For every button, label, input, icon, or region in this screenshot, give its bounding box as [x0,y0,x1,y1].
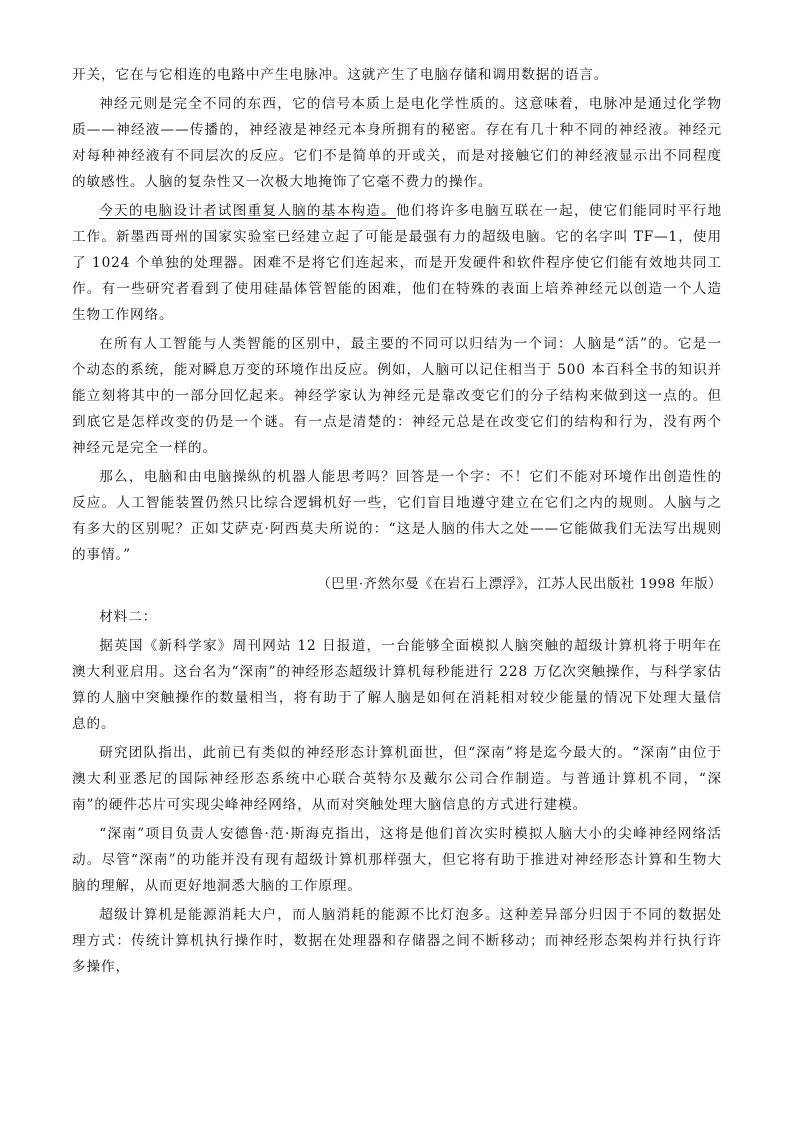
document-page [72,62,722,980]
paragraph-4: 在所有人工智能与人类智能的区别中，最主要的不同可以归结为一个词：人脑是“活”的。它是一个动态的系统，能对瞬息万变的环境作出反应。例如，人脑可以记住相当于 500 本百科全书的知识并能立刻将其中的一部分回忆起来。神经学家认为神经元是靠改变它们的分子结构来做到这一点的。但到底它是怎样改变的仍是一个谜。有一点是清楚的：神经元总是在改变它们的结构和行为，没有两个神经元是完全一样的。 [72,336,722,456]
paragraph-3 [72,198,722,328]
paragraph-2: 神经元则是完全不同的东西，它的信号本质上是电化学性质的。这意味着，电脉冲是通过化学物质——神经液——传播的，神经液是神经元本身所拥有的秘密。存在有几十种不同的神经液。神经元对每种神经液有不同层次的反应。它们不是简单的开或关，而是对接触它们的神经液显示出不同程度的敏感性。人脑的复杂性又一次极大地掩饰了它毫不费力的操作。 [72,96,722,190]
paragraph-3-rest: 他们将许多电脑互联在一起，使它们能同时平行地工作。新墨西哥州的国家实验室已经建立起了可能是最强有力的超级电脑。它的名字叫 TF—1，使用了 1024 个单独的处理器。困难不是将它们连起来，而是开发硬件和软件程序使它们能有效地共同工作。有一些研究者看到了使用硅晶体管智能的困难，他们在特殊的表面上培养神经元以创造一个人造生物工作网络。 [72,203,722,323]
paragraph-9: 超级计算机是能源消耗大户，而人脑消耗的能源不比灯泡多。这种差异部分归因于不同的数据处理方式：传统计算机执行操作时，数据在处理器和存储器之间不断移动；而神经形态架构并行执行许多操作， [72,907,722,975]
paragraph-6: 据英国《新科学家》周刊网站 12 日报道，一台能够全面模拟人脑突触的超级计算机将于明年在澳大利亚启用。这台名为“深南”的神经形态超级计算机每秒能进行 228 万亿次突触操作，与科学家估算的人脑中突触操作的数量相当，将有助于了解人脑是如何在消耗相对较少能量的情况下处理大量信息的。 [72,638,722,732]
paragraph-8: “深南”项目负责人安德鲁·范·斯海克指出，这将是他们首次实时模拟人脑大小的尖峰神经网络活动。尽管“深南”的功能并没有现有超级计算机那样强大，但它将有助于推进对神经形态计算和生物大脑的理解，从而更好地洞悉大脑的工作原理。 [72,826,722,894]
paragraph-7: 研究团队指出，此前已有类似的神经形态计算机面世，但“深南”将是迄今最大的。“深南”由位于澳大利亚悉尼的国际神经形态系统中心联合英特尔及戴尔公司合作制造。与普通计算机不同，“深南”的硬件芯片可实现尖峰神经网络，从而对突触处理大脑信息的方式进行建模。 [72,745,722,813]
paragraph-5: 那么，电脑和由电脑操纵的机器人能思考吗？回答是一个字：不！它们不能对环境作出创造性的反应。人工智能装置仍然只比综合逻辑机好一些，它们盲目地遵守建立在它们之内的规则。人脑与之有多大的区别呢？正如艾萨克·阿西莫夫所说的：“这是人脑的伟大之处——它能做我们无法写出规则的事情。” [72,469,722,563]
source-citation: （巴里·齐然尔曼《在岩石上漂浮》，江苏人民出版社 1998 年版） [317,577,722,592]
underlined-sentence: 今天的电脑设计者试图重复人脑的基本构造。 [99,203,396,219]
material-heading: 材料二： [99,609,158,625]
paragraph-1: 开关，它在与它相连的电路中产生电脉冲。这就产生了电脑存储和调用数据的语言。 [72,67,609,83]
